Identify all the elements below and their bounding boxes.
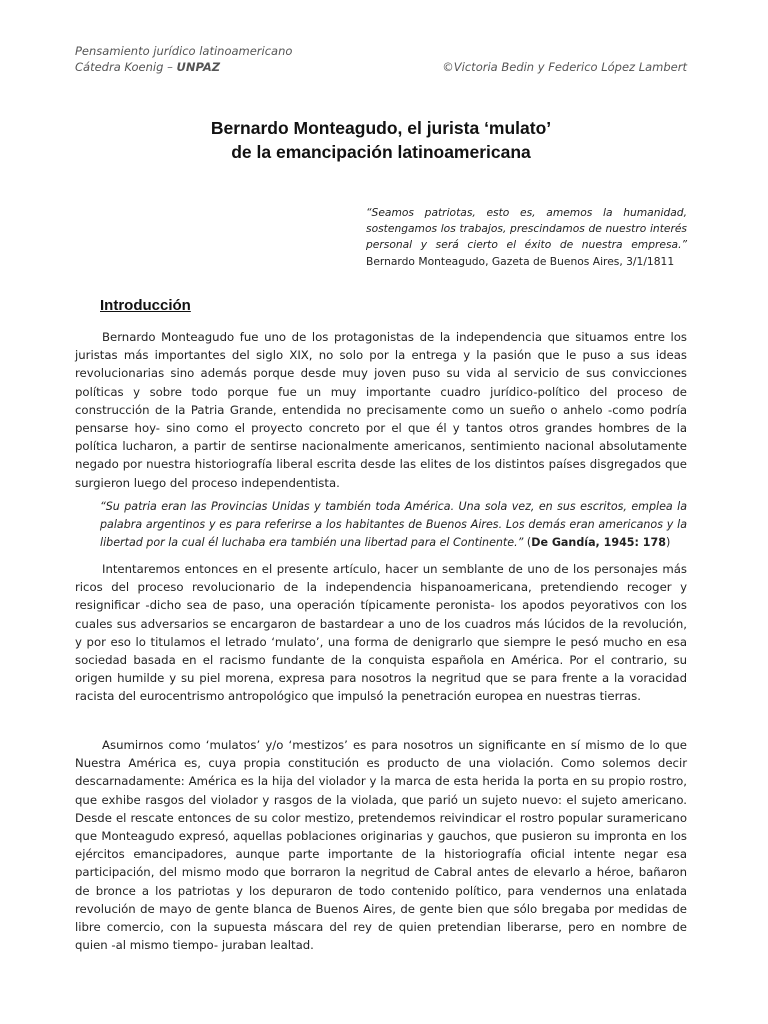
block-quote-open: ( [523, 536, 532, 549]
header-chair [75, 59, 220, 75]
document-title [75, 116, 687, 164]
header-chair-name: Cátedra Koenig – [75, 60, 177, 74]
block-quote-text: “Su patria eran las Provincias Unidas y también toda América. Una sola vez, en sus escritos, emplea la palabra argentinos y es para referirse a los habitantes de Buenos Aires. Los demás eran americanos y la libertad por la cual él luchaba era también una libertad para el Continente.” [100, 500, 687, 549]
title-line-1: Bernardo Monteagudo, el jurista ‘mulato’ [210, 118, 552, 138]
epigraph-source: Bernardo Monteagudo, Gazeta de Buenos Aires, 3/1/1811 [366, 254, 675, 268]
block-quote [100, 498, 687, 552]
epigraph-quote: “Seamos patriotas, esto es, amemos la humanidad, sostengamos los trabajos, prescindamos de nuestro interés personal y será cierto el éxito de nuestra empresa.” [366, 206, 687, 252]
title-line-2: de la emancipación latinoamericana [231, 142, 531, 162]
paragraph-1: Bernardo Monteagudo fue uno de los protagonistas de la independencia que situamos entre los juristas más importantes del siglo XIX, no solo por la entrega y la pasión que le puso a sus ideas revolucionarias sino además porque desde muy joven puso su vida al servicio de sus convicciones políticas y sobre todo porque fue un muy importante cuadro jurídico-político del proceso de construcción de la Patria Grande, entendida no precisamente como un sueño o anhelo -como podría pensarse hoy- sino como el proyecto concreto por el que él y tantos otros grandes hombres de la política lucharon, a partir de sentirse nacionalmente americanos, sentimiento nacional absolutamente negado por nuestra historiografía liberal escrita desde las elites de los distintos países disgregados que surgieron luego del proceso independentista. [75, 330, 687, 490]
block-quote-close: ) [665, 536, 671, 549]
header-course-title: Pensamiento jurídico latinoamericano [75, 44, 293, 58]
section-heading: Introducción [100, 297, 191, 314]
paragraph-2: Intentaremos entonces en el presente artículo, hacer un semblante de uno de los personajes más ricos del proceso revolucionario de la independencia hispanoamericana, pretendiendo recoger y resignificar -dicho sea de paso, una operación típicamente peronista- los apodos peyorativos con los cuales sus adversarios se encargaron de bastardear a uno de los cuadros más lúcidos de la revolución, y por eso lo titulamos el letrado ‘mulato’, una forma de denigrarlo que siempre le pesó mucho en esa sociedad basada en el racismo fundante de la conquista española en América. Por el contrario, su origen humilde y su piel morena, expresa para nosotros la negritud que se para frente a la voracidad racista del eurocentrismo antropológico que impulsó la penetración europea en nuestras tierras. [75, 562, 687, 704]
epigraph [366, 205, 687, 270]
block-quote-citation: De Gandía, 1945: 178 [531, 536, 666, 549]
page-header [75, 43, 687, 75]
header-copyright: ©Victoria Bedin y Federico López Lambert [442, 60, 687, 74]
paragraph-3: Asumirnos como ‘mulatos’ y/o ‘mestizos’ es para nosotros un significante en sí mismo de lo que Nuestra América es, cuya propia constitución es producto de una violación. Como solemos decir descarnadamente: América es la hija del violador y la marca de esta herida la porta en su propio rostro, que exhibe rasgos del violador y rasgos de la violada, que parió un sujeto nuevo: el sujeto americano. Desde el rescate entonces de su color mestizo, pretendemos reivindicar el rostro popular suramericano que Monteagudo expresó, aquellas poblaciones originarias y gauchos, que pusieron su impronta en los ejércitos emancipadores, aunque parte importante de la historiografía oficial intente negar esa participación, del mismo modo que borraron la negritud de Cabral antes de elevarlo a héroe, bañaron de bronce a los patriotas y los depuraron de todo contenido político, para vendernos una enlatada revolución de mayo de gente blanca de Buenos Aires, de gente bien que sólo bregaba por medidas de libre comercio, con la supuesta máscara del rey de quien pretendian liberarse, pero en nombre de quien -al mismo tiempo- juraban lealtad. [75, 738, 687, 953]
header-university: UNPAZ [176, 60, 221, 74]
